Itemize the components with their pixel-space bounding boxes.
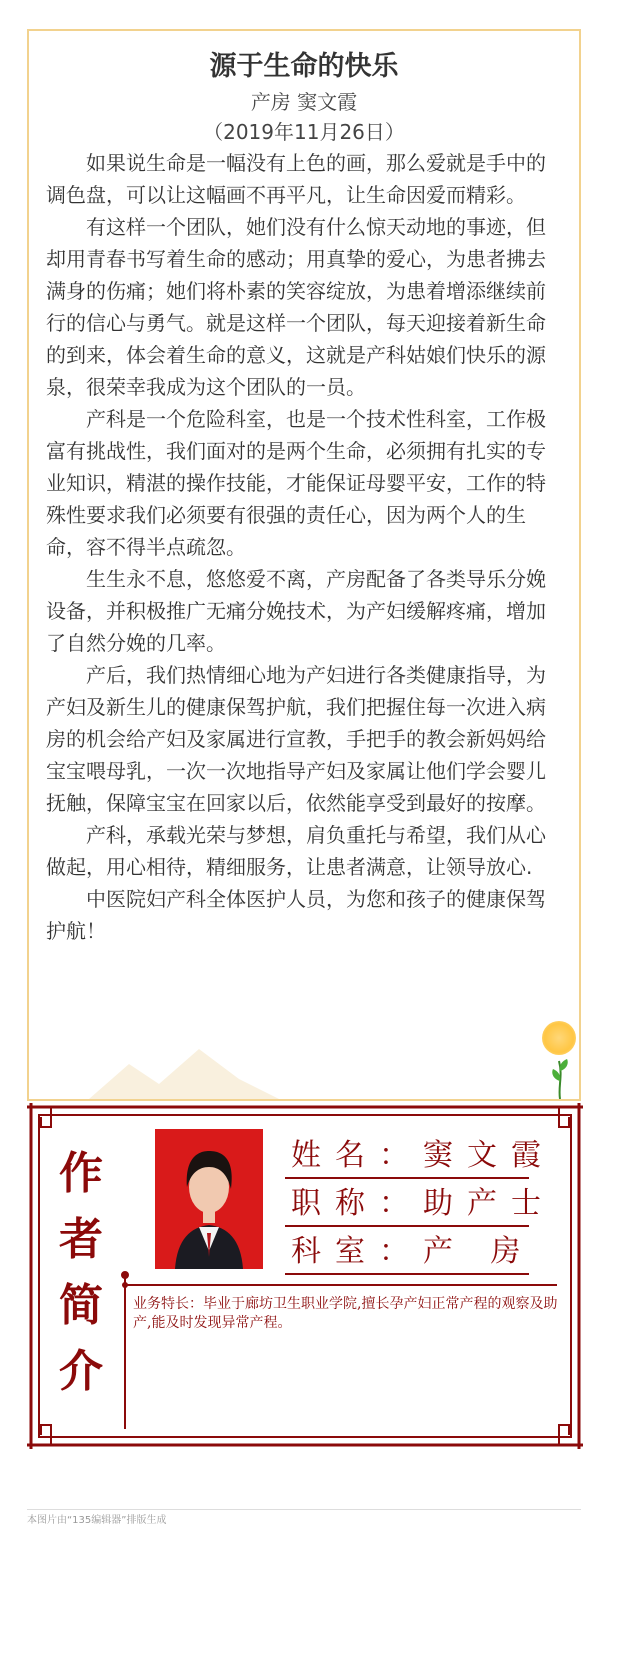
portrait-icon [155,1129,263,1269]
article-body [29,147,579,947]
intro-heading [51,1141,111,1405]
article-author: 产房 窦文霞 [250,90,358,114]
intro-heading-char: 者 [59,1214,103,1265]
article-card [27,29,581,1101]
paragraph: 有这样一个团队，她们没有什么惊天动地的事迹，但却用青春书写着生命的感动；用真挚的爱心，为患者拂去满身的伤痛；她们将朴素的笑容绽放，为患着增添继续前行的信心与勇气。就是这样一个团队，每天迎接着新生命的到来，体会着生命的意义，这就是产科姑娘们快乐的源泉，很荣幸我成为这个团队的一员。 [46,215,546,399]
title-row [285,1185,555,1227]
name-row [285,1137,555,1179]
paragraph: 产后，我们热情细心地为产妇进行各类健康指导，为产妇及新生儿的健康保驾护航，我们把握住每一次进入病房的机会给产妇及家属进行宣教，手把手的教会新妈妈给宝宝喂母乳，一次一次地指导产妇及家属让他们学会婴儿抚触，保障宝宝在回家以后，依然能享受到最好的按摩。 [46,663,546,815]
footer-divider [27,1509,581,1510]
intro-heading-char: 作 [59,1148,103,1199]
article-title: 源于生命的快乐 [209,51,399,82]
paragraph: 产科，承载光荣与梦想，肩负重托与希望，我们从心做起，用心相待，精细服务，让患者满意，让领导放心. [46,823,546,879]
mountain-decoration-icon [89,1044,279,1099]
author-photo [155,1129,263,1269]
department-row [285,1233,535,1275]
plant-decoration-icon [549,1051,571,1099]
paragraph: 生生永不息，悠悠爱不离，产房配备了各类导乐分娩设备，并积极推广无痛分娩技术，为产妇缓解疼痛，增加了自然分娩的几率。 [46,567,546,655]
intro-heading-char: 介 [59,1346,103,1397]
footer-credit: 本图片由“135编辑器”排版生成 [27,1515,167,1526]
paragraph: 中医院妇产科全体医护人员，为您和孩子的健康保驾护航！ [46,887,546,943]
department-text: 科室：产 房 [291,1234,535,1269]
intro-heading-char: 简 [59,1280,103,1331]
article-date: （2019年11月26日） [203,120,405,144]
specialty-text: 业务特长：毕业于廊坊卫生职业学院,擅长孕产妇正常产程的观察及助产,能及时发现异常产程。 [133,1296,558,1331]
paragraph: 如果说生命是一幅没有上色的画，那么爱就是手中的调色盘，可以让这幅画不再平凡，让生命因爱而精彩。 [46,151,546,207]
name-text: 姓名：窦文霞 [291,1138,555,1173]
title-text: 职称：助产士 [291,1186,555,1221]
author-intro-panel [27,1103,583,1449]
paragraph: 产科是一个危险科室，也是一个技术性科室，工作极富有挑战性，我们面对的是两个生命，必须拥有扎实的专业知识，精湛的操作技能，才能保证母婴平安，工作的特殊性要求我们必须要有很强的责任心，因为两个人的生命，容不得半点疏忽。 [46,407,546,559]
sun-decoration-icon [542,1021,576,1055]
